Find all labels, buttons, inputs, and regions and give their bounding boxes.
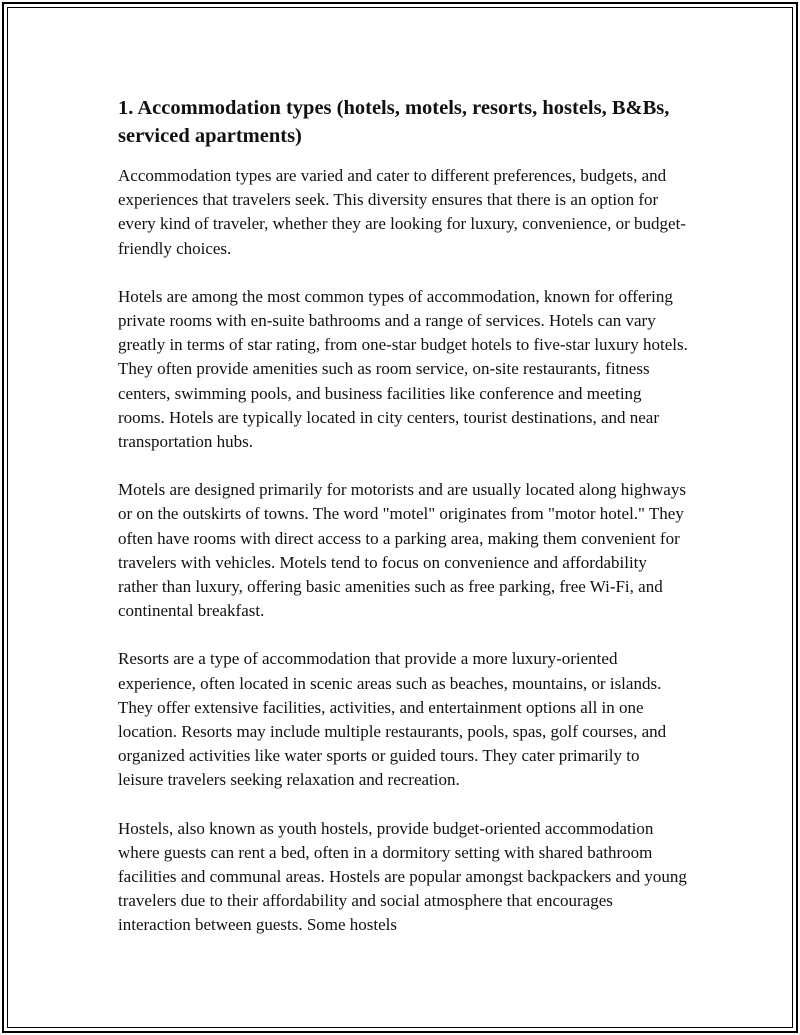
document-body	[118, 94, 688, 962]
paragraph-intro: Accommodation types are varied and cater to different preferences, budgets, and experiences that travelers seek. This diversity ensures that there is an option for every kind of traveler, whether they are looking for luxury, convenience, or budget-friendly choices.	[118, 166, 686, 258]
paragraph-hostels: Hostels, also known as youth hostels, provide budget-oriented accommodation where guests can rent a bed, often in a dormitory setting with shared bathroom facilities and communal areas. Hostels are popular amongst backpackers and young travelers due to their affordability and social atmosphere that encourages interaction between guests. Some hostels	[118, 818, 687, 935]
paragraph-hotels: Hotels are among the most common types of accommodation, known for offering private rooms with en-suite bathrooms and a range of services. Hotels can vary greatly in terms of star rating, from one-star budget hotels to five-star luxury hotels. They often provide amenities such as room service, on-site restaurants, fitness centers, swimming pools, and business facilities like conference and meeting rooms. Hotels are typically located in city centers, tourist destinations, and near transportation hubs.	[118, 286, 688, 452]
section-heading: 1. Accommodation types (hotels, motels, resorts, hostels, B&Bs, serviced apartments)	[118, 97, 670, 147]
paragraph-resorts: Resorts are a type of accommodation that provide a more luxury-oriented experience, often located in scenic areas such as beaches, mountains, or islands. They offer extensive facilities, activities, and entertainment options all in one location. Resorts may include multiple restaurants, pools, spas, golf courses, and organized activities like water sports or guided tours. They cater primarily to leisure travelers seeking relaxation and recreation.	[118, 649, 667, 790]
paragraph-motels: Motels are designed primarily for motorists and are usually located along highways or on the outskirts of towns. The word "motel" originates from "motor hotel." They often have rooms with direct access to a parking area, making them convenient for travelers with vehicles. Motels tend to focus on convenience and affordability rather than luxury, offering basic amenities such as free parking, free Wi-Fi, and continental breakfast.	[118, 480, 686, 621]
